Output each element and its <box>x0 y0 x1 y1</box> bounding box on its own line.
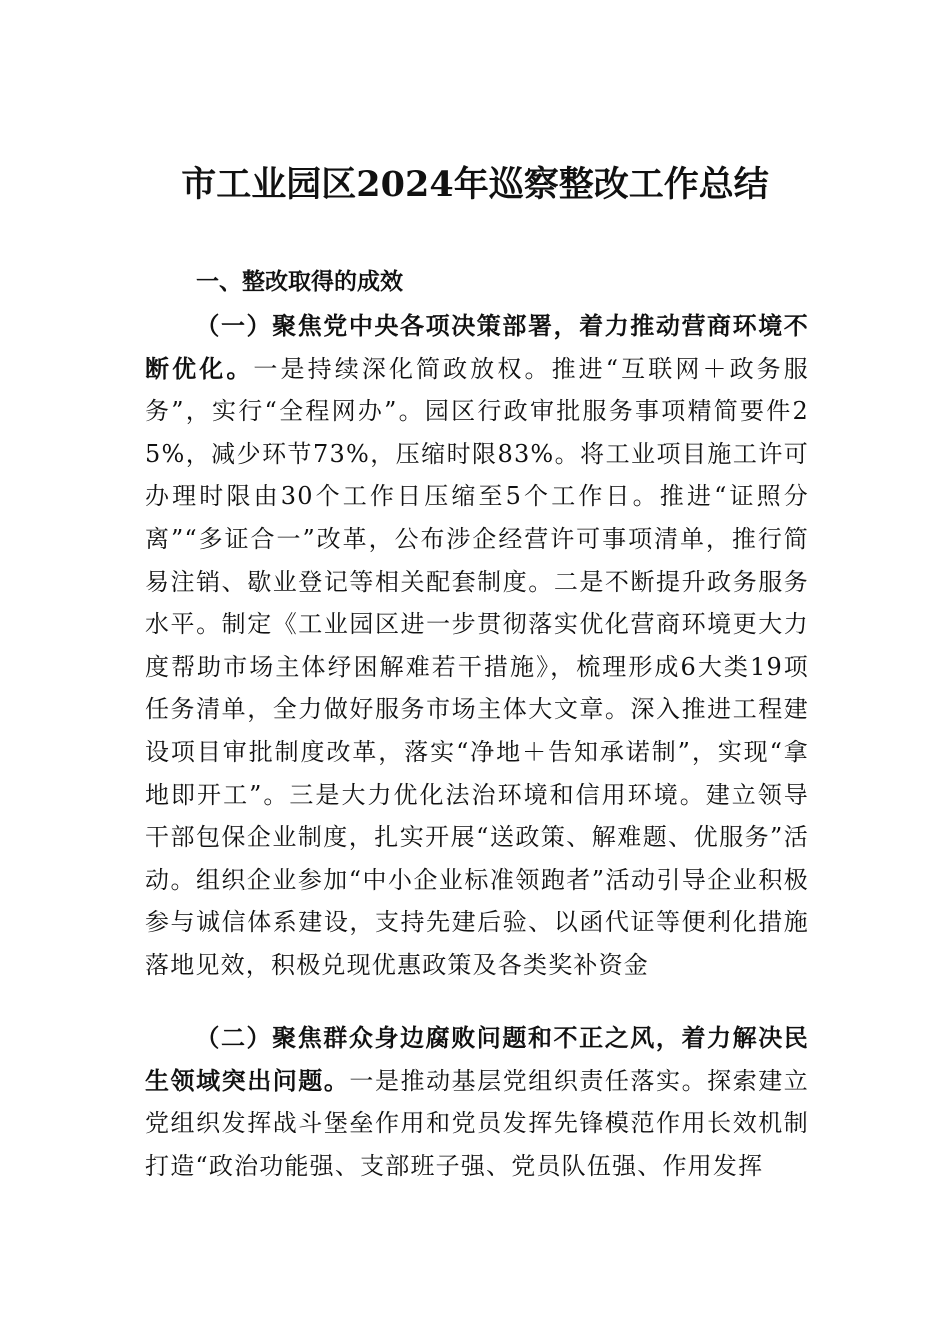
document-title: 市工业园区2024年巡察整改工作总结 <box>181 164 769 205</box>
paragraph-1-body: 一是持续深化简政放权。推进“互联网＋政务服务”，实行“全程网办”。园区行政审批服务事项精简要件25%，减少环节73%，压缩时限83%。将工业项目施工许可办理时限由30个工作日压缩至5个工作日。推进“证照分离”“多证合一”改革，公布涉企经营许可事项清单，推行简易注销、歇业登记等相关配套制度。二是不断提升政务服务水平。制定《工业园区进一步贯彻落实优化营商环境更大力度帮助市场主体纾困解难若干措施》，梳理形成6大类19项任务清单，全力做好服务市场主体大文章。深入推进工程建设项目审批制度改革，落实“净地＋告知承诺制”，实现“拿地即开工”。三是大力优化法治环境和信用环境。建立领导干部包保企业制度，扎实开展“送政策、解难题、优服务”活动。组织企业参加“中小企业标准领跑者”活动引导企业积极参与诚信体系建设，支持先建后验、以函代证等便利化措施落地见效，积极兑现优惠政策及各类奖补资金 <box>145 354 809 979</box>
paragraph-2 <box>145 1017 809 1187</box>
paragraph-2-lead: （二）聚焦群众身边腐败问题和不正之风，着力解决民生领域突出问题。 <box>145 1023 809 1095</box>
section-heading: 一、整改取得的成效 <box>196 269 403 295</box>
paragraph-1-lead: （一）聚焦党中央各项决策部署，着力推动营商环境不断优化。 <box>145 311 809 383</box>
paragraph-1 <box>145 305 809 987</box>
paragraph-2-body: 一是推动基层党组织责任落实。探索建立党组织发挥战斗堡垒作用和党员发挥先锋模范作用长效机制打造“政治功能强、支部班子强、党员队伍强、作用发挥 <box>145 1066 809 1180</box>
